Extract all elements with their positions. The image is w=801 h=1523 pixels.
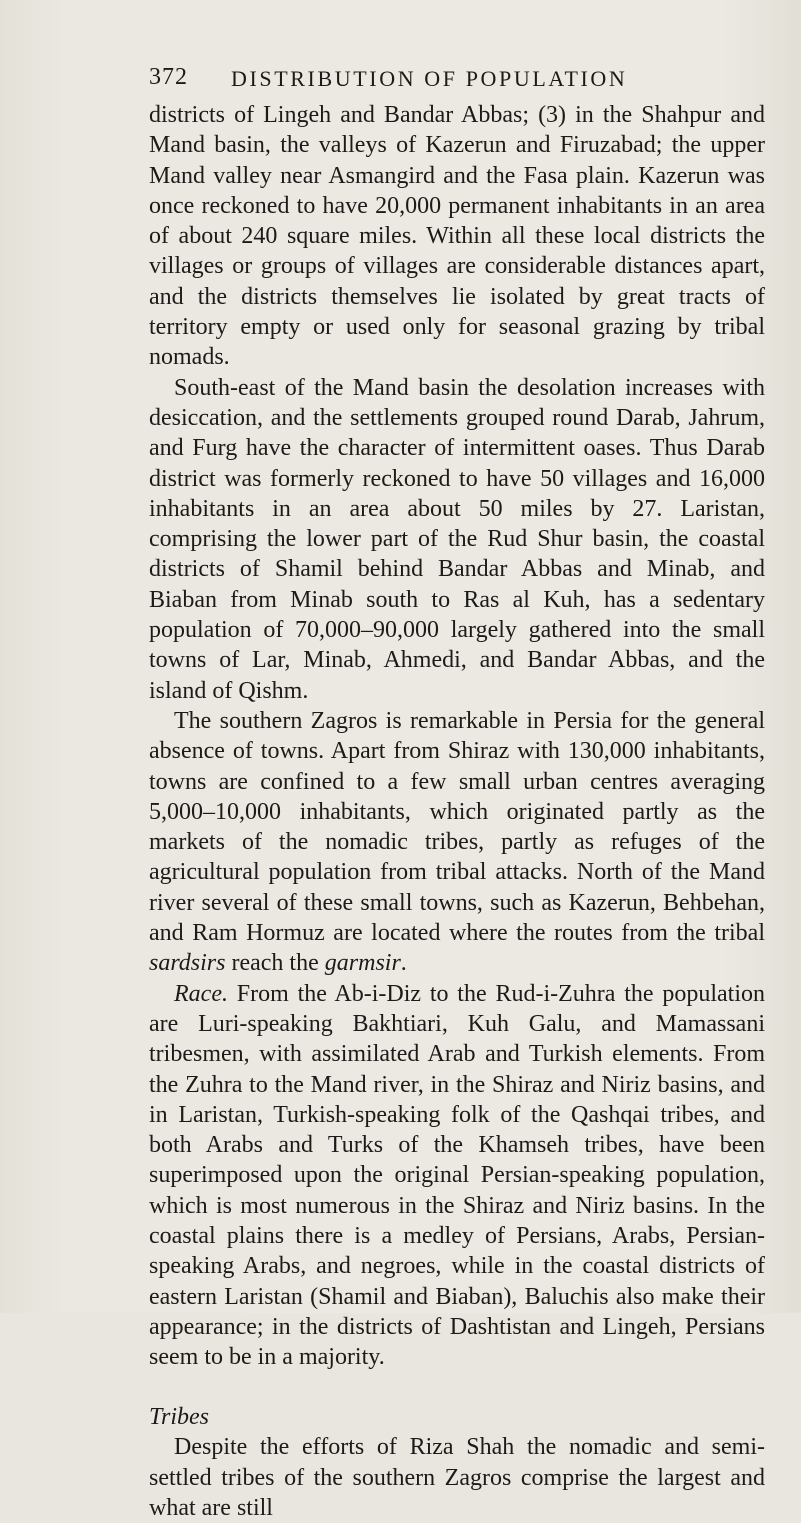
running-head: DISTRIBUTION OF POPULATION <box>231 66 628 91</box>
page-number: 372 <box>149 64 188 90</box>
race-text: From the Ab-i-Diz to the Rud-i-Zuhra the population are Luri-speaking Bakhtiari, Kuh Galu, and Mamassani tribesmen, with assimilated Arab and Turkish elements. From the Zuhra to the Mand river, in the Shiraz and Niriz basins, and in Laristan, Turkish-speaking folk of the Qashqai tribes, and both Arabs and Turks of the Khamseh tribes, have been superimposed upon the original Persian-speaking population, which is most numerous in the Shiraz and Niriz basins. In the coastal plains there is a medley of Persians, Arabs, Persian-speaking Arabs, and negroes, while in the coastal districts of eastern Laristan (Shamil and Biaban), Baluchis also make their appearance; in the districts of Dashtistan and Lingeh, Persians seem to be in a majority. <box>149 980 765 1371</box>
paragraph-towns <box>149 706 765 979</box>
page-header <box>149 64 761 92</box>
towns-text-end: . <box>400 950 407 977</box>
paragraph-south-east: South-east of the Mand basin the desolation increases with desiccation, and the settlements grouped round Darab, Jahrum, and Furg have the character of intermittent oases. Thus Darab district was formerly reckoned to have 50 villages and 16,000 inhabitants in an area about 50 miles by 27. Laristan, comprising the lower part of the Rud Shur basin, the coastal districts of Shamil behind Bandar Abbas and Minab, and Biaban from Minab south to Ras al Kuh, has a sedentary population of 70,000–90,000 largely gathered into the small towns of Lar, Minab, Ahmedi, and Bandar Abbas, and the island of Qishm. <box>149 374 765 704</box>
towns-text-mid: reach the <box>225 950 325 977</box>
paragraph-race <box>149 979 765 1373</box>
paragraph-districts: districts of Lingeh and Bandar Abbas; (3) in the Shahpur and Mand basin, the valleys of Kazerun and Firuzabad; the upper Mand valley near Asmangird and the Fasa plain. Kazerun was once reckoned to have 20,000 permanent inhabitants in an area of about 240 square miles. Within all these local districts the villages or groups of villages are considerable distances apart, and the districts themselves lie isolated by great tracts of territory empty or used only for seasonal grazing by tribal nomads. <box>149 102 765 371</box>
term-sardsirs: sardsirs <box>149 950 226 977</box>
term-garmsir: garmsir <box>324 950 401 977</box>
paragraph-tribes: Despite the efforts of Riza Shah the nomadic and semi-settled tribes of the southern Zagros comprise the largest and what are still <box>149 1434 765 1522</box>
section-heading-tribes: Tribes <box>149 1404 210 1431</box>
towns-text: The southern Zagros is remarkable in Persia for the general absence of towns. Apart from Shiraz with 130,000 inhabitants, towns are confined to a few small urban centres averaging 5,000–10,000 inhabitants, which originated partly as the markets of the nomadic tribes, partly as refuges of the agricultural population from tribal attacks. North of the Mand river several of these small towns, such as Kazerun, Behbehan, and Ram Hormuz are located where the routes from the tribal <box>149 707 765 947</box>
race-lead: Race. <box>174 980 228 1007</box>
body-text <box>149 100 765 1523</box>
